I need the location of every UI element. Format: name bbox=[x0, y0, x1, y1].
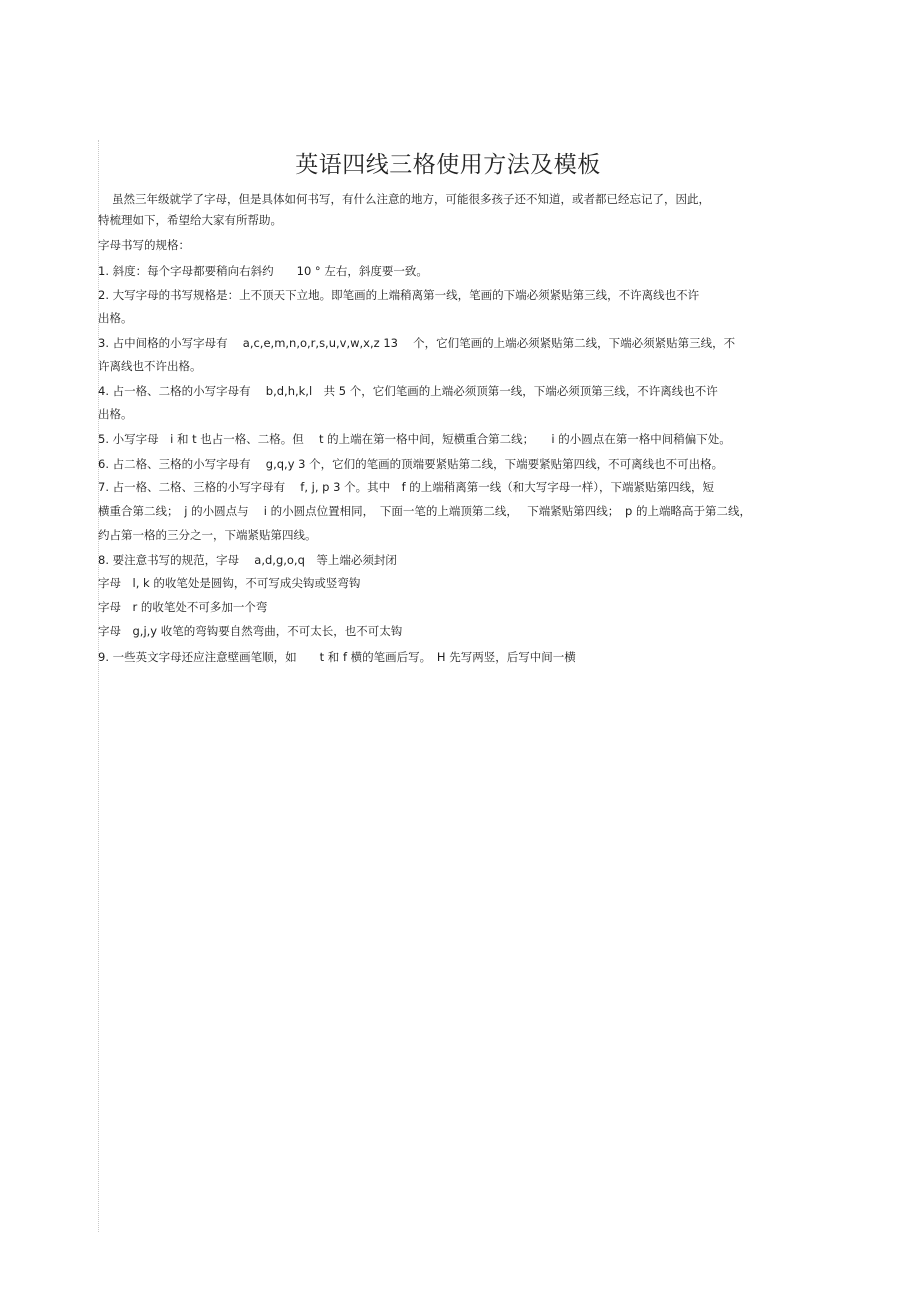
rule-6: 6. 占二格、三格的小写字母有 g,q,y 3 个，它们的笔画的顶端要紧贴第二线，下端要紧贴第四线，不可离线也不可出格。 bbox=[98, 457, 724, 471]
rule-2-line-2: 出格。 bbox=[98, 311, 133, 325]
rule-4-line-2: 出格。 bbox=[98, 407, 133, 421]
rule-1: 1. 斜度：每个字母都要稍向右斜约 10 ° 左右，斜度要一致。 bbox=[98, 264, 428, 278]
rule-7-line-2: 横重合第二线； j 的小圆点与 i 的小圆点位置相同， 下面一笔的上端顶第二线， 下端紧贴第四线； p 的上端略高于第二线， bbox=[98, 504, 751, 518]
rule-7-line-3: 约占第一格的三分之一，下端紧贴第四线。 bbox=[98, 528, 317, 542]
rule-8-sub-2: 字母 r 的收笔处不可多加一个弯 bbox=[98, 600, 268, 614]
rule-8: 8. 要注意书写的规范，字母 a,d,g,o,q 等上端必须封闭 bbox=[98, 553, 397, 567]
rule-4-line-1: 4. 占一格、二格的小写字母有 b,d,h,k,l 共 5 个，它们笔画的上端必须顶第一线，下端必须顶第三线，不许离线也不许 bbox=[98, 384, 718, 398]
rule-9: 9. 一些英文字母还应注意壁画笔顺，如 t 和 f 横的笔画后写。 H 先写两竖，后写中间一横 bbox=[98, 650, 576, 664]
rule-8-sub-1: 字母 l, k 的收笔处是圆钩，不可写成尖钩或竖弯钩 bbox=[98, 576, 361, 590]
rule-5: 5. 小写字母 i 和 t 也占一格、二格。但 t 的上端在第一格中间，短横重合第二线； i 的小圆点在第一格中间稍偏下处。 bbox=[98, 432, 731, 446]
rule-7-line-1: 7. 占一格、二格、三格的小写字母有 f, j, p 3 个。其中 f 的上端稍离第一线（和大写字母一样），下端紧贴第四线，短 bbox=[98, 480, 715, 494]
section-heading: 字母书写的规格： bbox=[98, 238, 190, 252]
rule-8-sub-3: 字母 g,j,y 收笔的弯钩要自然弯曲，不可太长，也不可太钩 bbox=[98, 624, 403, 638]
rule-2-line-1: 2. 大写字母的书写规格是：上不顶天下立地。即笔画的上端稍离第一线，笔画的下端必须紧贴第三线，不许离线也不许 bbox=[98, 288, 700, 302]
margin-rule bbox=[98, 140, 99, 1232]
document-title: 英语四线三格使用方法及模板 bbox=[295, 152, 601, 178]
intro-line-2: 特梳理如下，希望给大家有所帮助。 bbox=[98, 213, 282, 227]
rule-3-line-1: 3. 占中间格的小写字母有 a,c,e,m,n,o,r,s,u,v,w,x,z 13 个，它们笔画的上端必须紧贴第二线，下端必须紧贴第三线，不 bbox=[98, 336, 736, 350]
rule-3-line-2: 许离线也不许出格。 bbox=[98, 359, 202, 373]
intro-line-1: 虽然三年级就学了字母，但是具体如何书写，有什么注意的地方，可能很多孩子还不知道，或者都已经忘记了，因此， bbox=[112, 192, 710, 206]
